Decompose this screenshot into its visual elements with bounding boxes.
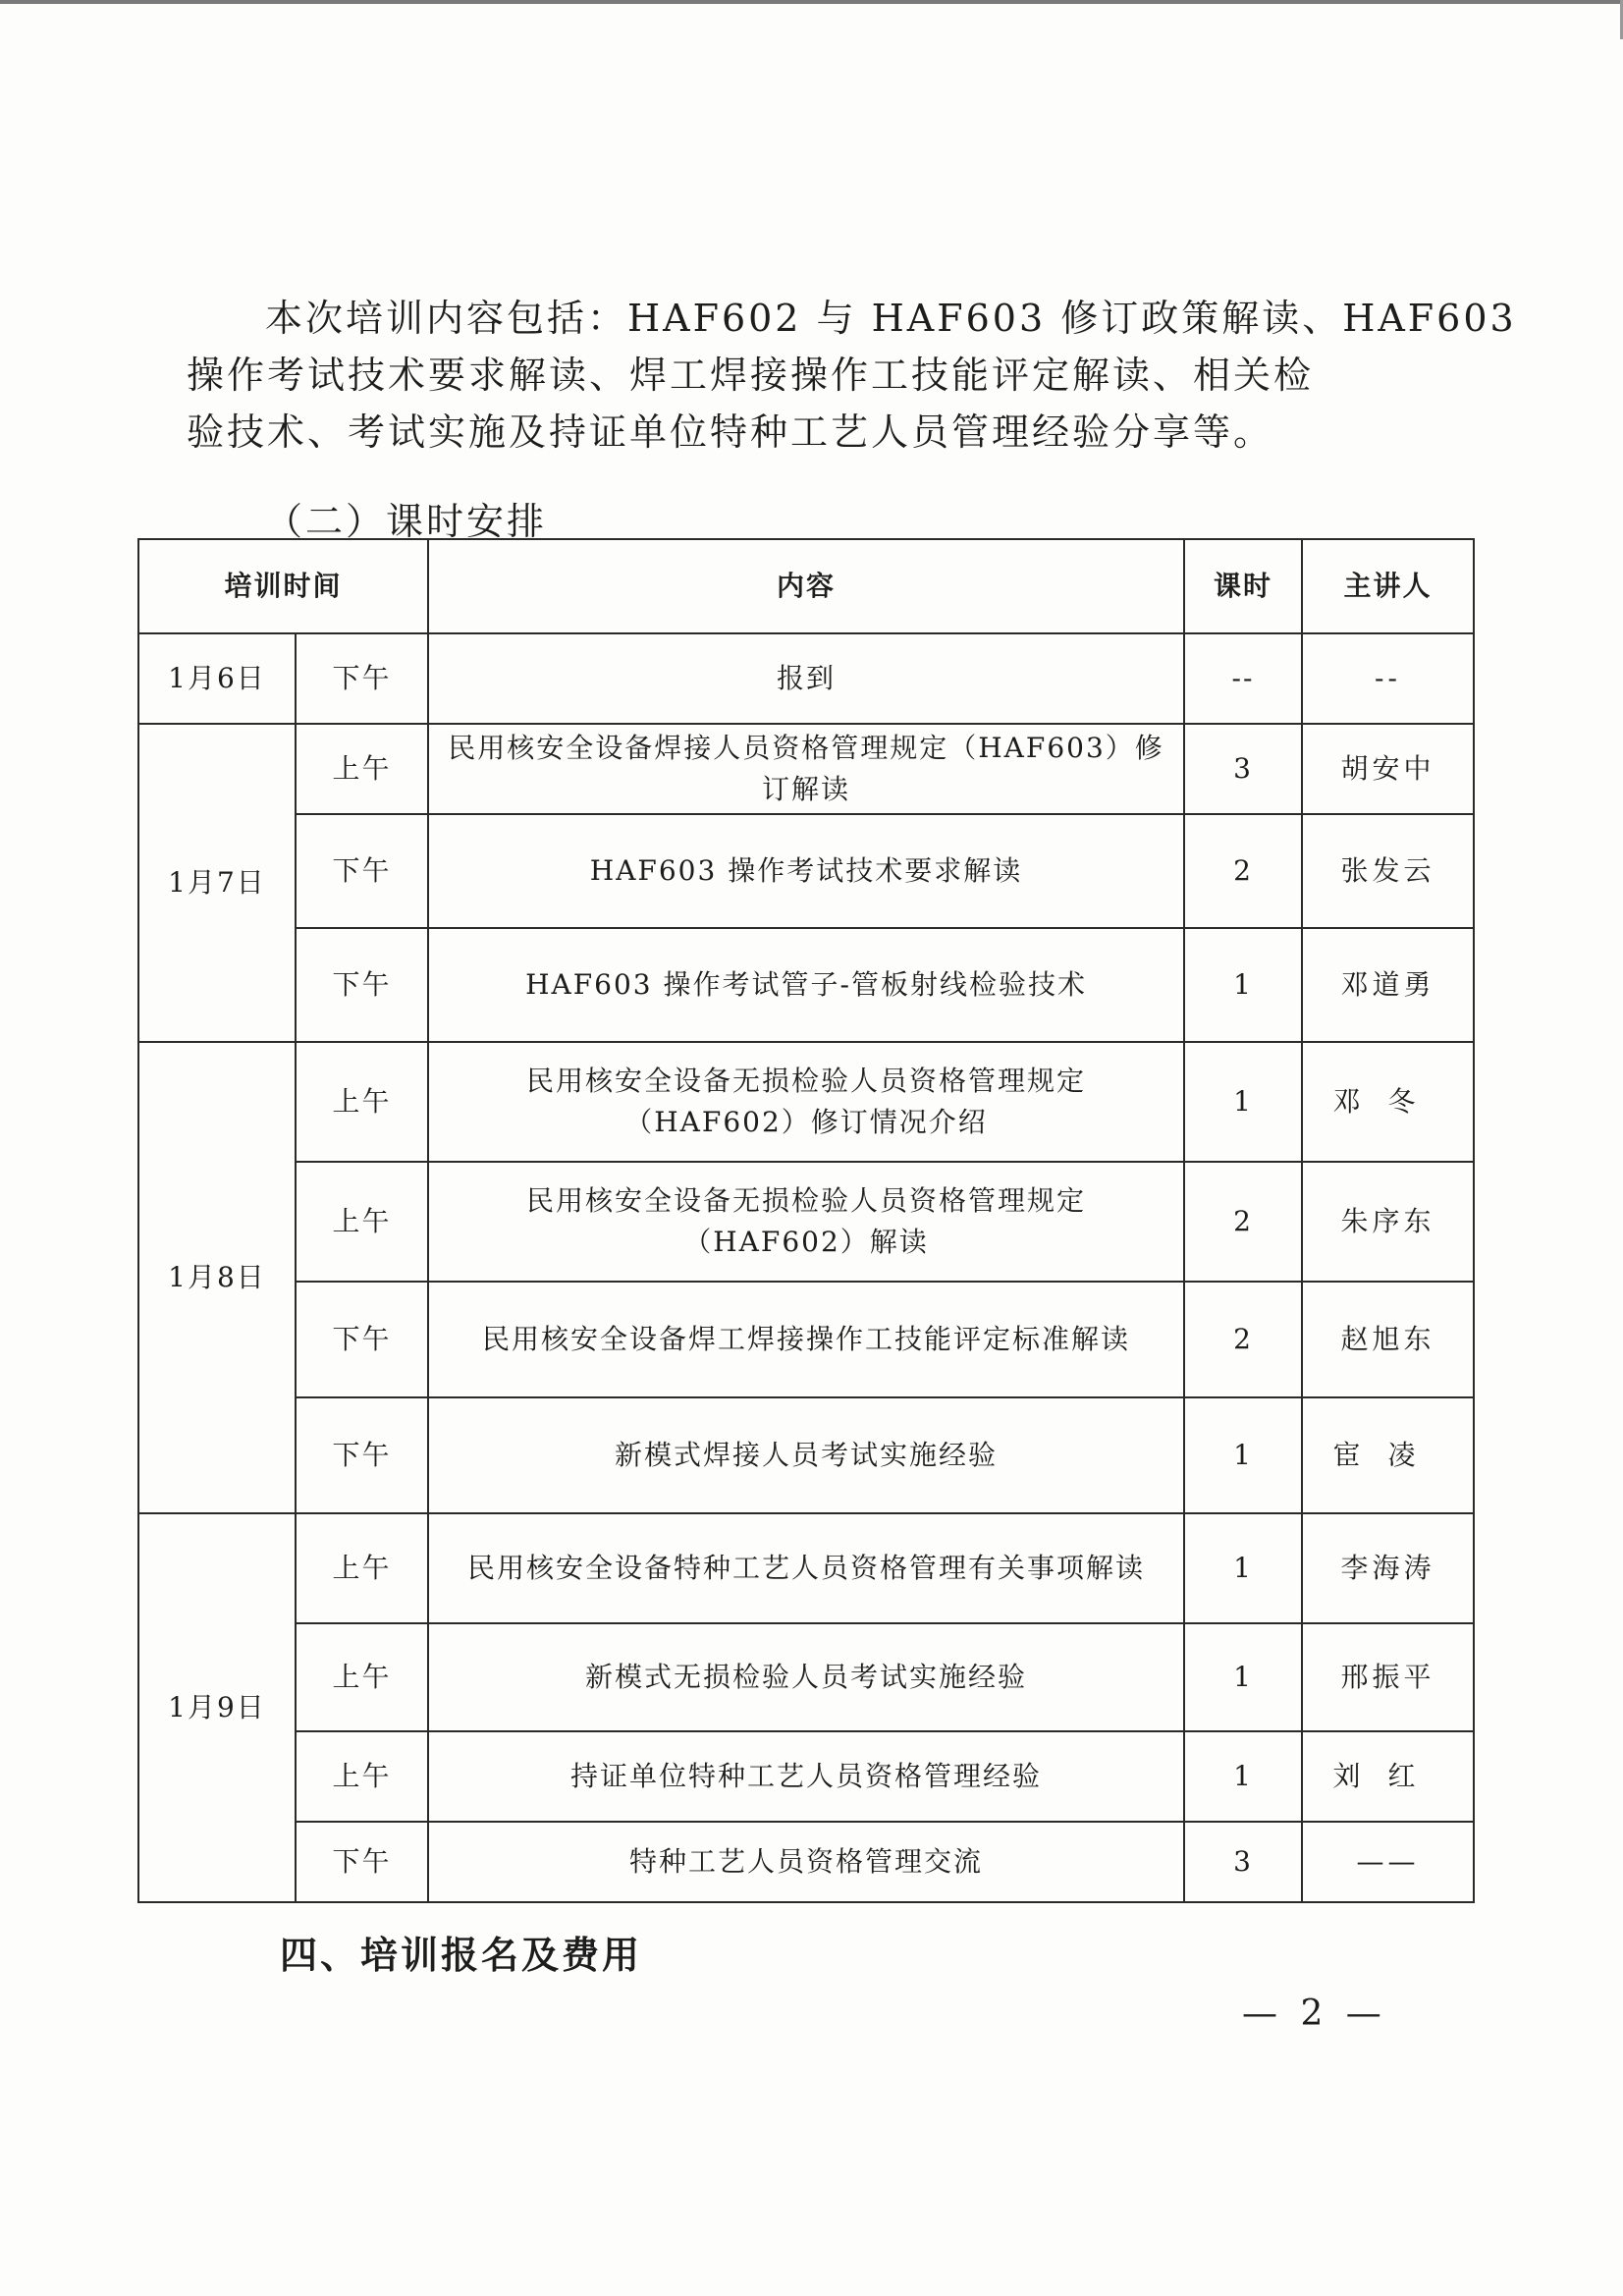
table-row bbox=[138, 928, 1474, 1042]
table-row bbox=[138, 1731, 1474, 1822]
half-day-cell: 上午 bbox=[296, 1731, 428, 1822]
header-hours: 课时 bbox=[1184, 539, 1302, 633]
content-cell: 特种工艺人员资格管理交流 bbox=[428, 1822, 1184, 1902]
half-day-cell: 上午 bbox=[296, 724, 428, 814]
hours-cell: 2 bbox=[1184, 814, 1302, 928]
hours-cell: 1 bbox=[1184, 1042, 1302, 1162]
hours-cell: 1 bbox=[1184, 1513, 1302, 1623]
content-cell: HAF603 操作考试技术要求解读 bbox=[428, 814, 1184, 928]
content-cell: 民用核安全设备无损检验人员资格管理规定（HAF602）解读 bbox=[428, 1162, 1184, 1282]
speaker-cell: —— bbox=[1302, 1822, 1474, 1902]
content-cell: 新模式无损检验人员考试实施经验 bbox=[428, 1623, 1184, 1731]
content-cell: HAF603 操作考试管子-管板射线检验技术 bbox=[428, 928, 1184, 1042]
half-day-cell: 上午 bbox=[296, 1162, 428, 1282]
speaker-cell: 张发云 bbox=[1302, 814, 1474, 928]
speaker-cell: 宦凌 bbox=[1302, 1397, 1474, 1513]
hours-cell: 1 bbox=[1184, 1397, 1302, 1513]
half-day-cell: 下午 bbox=[296, 1282, 428, 1397]
table-row bbox=[138, 1513, 1474, 1623]
page-number: — 2 — bbox=[1242, 1994, 1387, 2034]
intro-line: 操作考试技术要求解读、焊工焊接操作工技能评定解读、相关检 bbox=[187, 354, 1315, 397]
table-row bbox=[138, 633, 1474, 724]
table-header-row bbox=[138, 539, 1474, 633]
content-cell: 持证单位特种工艺人员资格管理经验 bbox=[428, 1731, 1184, 1822]
speaker-cell: 胡安中 bbox=[1302, 724, 1474, 814]
half-day-cell: 上午 bbox=[296, 1042, 428, 1162]
table-row bbox=[138, 1822, 1474, 1902]
table-row bbox=[138, 1397, 1474, 1513]
content-cell: 民用核安全设备焊接人员资格管理规定（HAF603）修订解读 bbox=[428, 724, 1184, 814]
scan-edge bbox=[0, 0, 1623, 4]
content-cell: 新模式焊接人员考试实施经验 bbox=[428, 1397, 1184, 1513]
date-cell: 1月9日 bbox=[138, 1513, 296, 1902]
header-time: 培训时间 bbox=[138, 539, 428, 633]
hours-cell: 2 bbox=[1184, 1162, 1302, 1282]
hours-cell: 3 bbox=[1184, 724, 1302, 814]
hours-cell: 1 bbox=[1184, 928, 1302, 1042]
subsection-title: （二）课时安排 bbox=[265, 500, 548, 543]
half-day-cell: 上午 bbox=[296, 1513, 428, 1623]
content-cell: 报到 bbox=[428, 633, 1184, 724]
table-row bbox=[138, 814, 1474, 928]
section-title: 四、培训报名及费用 bbox=[280, 1934, 643, 1977]
speaker-cell: 李海涛 bbox=[1302, 1513, 1474, 1623]
speaker-cell: 赵旭东 bbox=[1302, 1282, 1474, 1397]
speaker-cell: 邢振平 bbox=[1302, 1623, 1474, 1731]
table-row bbox=[138, 1162, 1474, 1282]
speaker-cell: -- bbox=[1302, 633, 1474, 724]
half-day-cell: 下午 bbox=[296, 814, 428, 928]
hours-cell: 3 bbox=[1184, 1822, 1302, 1902]
half-day-cell: 上午 bbox=[296, 1623, 428, 1731]
hours-cell: -- bbox=[1184, 633, 1302, 724]
table-row bbox=[138, 724, 1474, 814]
table-row bbox=[138, 1623, 1474, 1731]
date-cell: 1月7日 bbox=[138, 724, 296, 1042]
hours-cell: 2 bbox=[1184, 1282, 1302, 1397]
intro-line: 本次培训内容包括：HAF602 与 HAF603 修订政策解读、HAF603 bbox=[265, 297, 1517, 340]
date-cell: 1月8日 bbox=[138, 1042, 296, 1513]
speaker-cell: 刘红 bbox=[1302, 1731, 1474, 1822]
date-cell: 1月6日 bbox=[138, 633, 296, 724]
table-row bbox=[138, 1042, 1474, 1162]
speaker-cell: 朱序东 bbox=[1302, 1162, 1474, 1282]
header-speaker: 主讲人 bbox=[1302, 539, 1474, 633]
content-cell: 民用核安全设备焊工焊接操作工技能评定标准解读 bbox=[428, 1282, 1184, 1397]
hours-cell: 1 bbox=[1184, 1731, 1302, 1822]
speaker-cell: 邓道勇 bbox=[1302, 928, 1474, 1042]
table-row bbox=[138, 1282, 1474, 1397]
speaker-cell: 邓冬 bbox=[1302, 1042, 1474, 1162]
content-cell: 民用核安全设备无损检验人员资格管理规定（HAF602）修订情况介绍 bbox=[428, 1042, 1184, 1162]
schedule-table bbox=[137, 538, 1475, 1903]
half-day-cell: 下午 bbox=[296, 928, 428, 1042]
half-day-cell: 下午 bbox=[296, 1822, 428, 1902]
content-cell: 民用核安全设备特种工艺人员资格管理有关事项解读 bbox=[428, 1513, 1184, 1623]
hours-cell: 1 bbox=[1184, 1623, 1302, 1731]
half-day-cell: 下午 bbox=[296, 633, 428, 724]
half-day-cell: 下午 bbox=[296, 1397, 428, 1513]
intro-paragraph bbox=[187, 290, 1517, 461]
header-content: 内容 bbox=[428, 539, 1184, 633]
intro-line: 验技术、考试实施及持证单位特种工艺人员管理经验分享等。 bbox=[187, 410, 1274, 454]
